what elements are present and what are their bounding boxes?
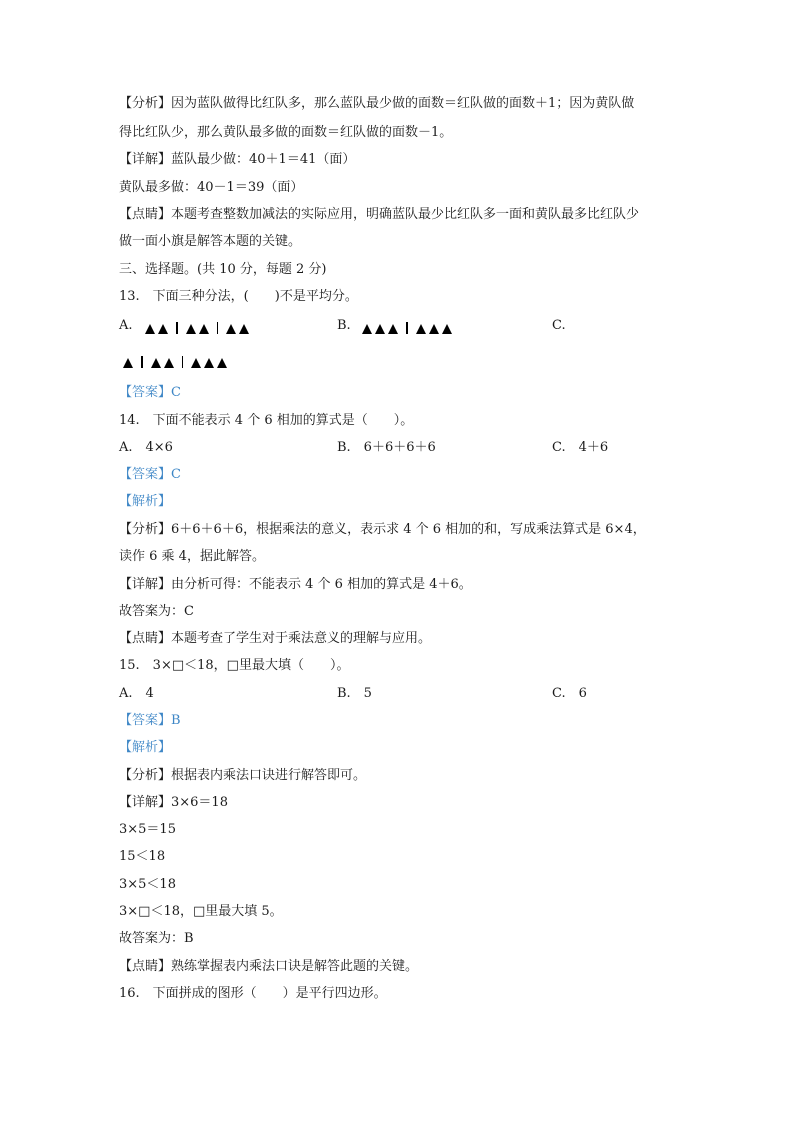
q14-option-c: C. 4＋6 [552,440,609,455]
q14-analysis-line: 【分析】6＋6＋6＋6，根据乘法的意义，表示求 4 个 6 相加的和，写成乘法算式是 6×4， [119,522,646,537]
q13-option-a-figure [145,322,249,334]
q15-option-b: B. 5 [337,686,372,701]
triangle-icon [151,358,161,368]
q14-option-a: A. 4×6 [119,440,173,455]
q15-analysis-line: 【点睛】熟练掌握表内乘法口诀是解答此题的关键。 [119,959,419,974]
q13-option-b-label: B. [337,318,351,333]
triangle-icon [362,324,372,334]
triangle-icon [164,358,174,368]
q13-option-b-figure [362,322,452,334]
triangle-icon [442,324,452,334]
triangle-icon [217,358,227,368]
q13-option-c-figure [123,356,227,368]
q15-option-c: C. 6 [552,686,587,701]
divider-bar [217,322,219,334]
q15-analysis-line: 15＜18 [119,849,166,864]
question-14-stem: 14. 下面不能表示 4 个 6 相加的算式是（ ）。 [119,413,414,428]
triangle-icon [416,324,426,334]
text-line: 【分析】因为蓝队做得比红队多，那么蓝队最少做的面数＝红队做的面数＋1；因为黄队做 [119,96,635,111]
q15-analysis-line: 【分析】根据表内乘法口诀进行解答即可。 [119,768,367,783]
q15-analysis-line: 3×□＜18，□里最大填 5。 [119,904,283,919]
q13-option-a-label: A. [119,318,133,333]
q15-analysis-head: 【解析】 [119,740,172,755]
divider-bar [141,356,143,368]
triangle-icon [191,358,201,368]
q15-analysis-line: 故答案为：B [119,931,194,946]
q13-option-c-label: C. [552,318,566,333]
q14-answer: 【答案】C [119,467,181,482]
text-line: 得比红队少，那么黄队最多做的面数＝红队做的面数－1。 [119,125,453,140]
q13-answer: 【答案】C [119,385,181,400]
triangle-icon [226,324,236,334]
triangle-icon [186,324,196,334]
text-line: 【点睛】本题考查整数加减法的实际应用，明确蓝队最少比红队多一面和黄队最多比红队少 [119,207,640,222]
q15-analysis-line: 【详解】3×6＝18 [119,795,228,810]
q14-analysis-line: 【详解】由分析可得：不能表示 4 个 6 相加的算式是 4＋6。 [119,577,472,592]
q14-analysis-head: 【解析】 [119,494,172,509]
triangle-icon [204,358,214,368]
text-line: 做一面小旗是解答本题的关键。 [119,234,302,249]
q14-option-b: B. 6＋6＋6＋6 [337,440,436,455]
divider-bar [406,322,408,334]
q15-option-a: A. 4 [119,686,154,701]
triangle-icon [429,324,439,334]
triangle-icon [145,324,155,334]
divider-bar [182,356,184,368]
triangle-icon [199,324,209,334]
triangle-icon [375,324,385,334]
question-13-stem: 13. 下面三种分法，( )不是平均分。 [119,289,358,304]
triangle-icon [158,324,168,334]
section-heading: 三、选择题。(共 10 分，每题 2 分) [119,262,327,277]
triangle-icon [239,324,249,334]
q15-analysis-line: 3×5＝15 [119,822,176,837]
q14-analysis-line: 【点睛】本题考查了学生对于乘法意义的理解与应用。 [119,631,432,646]
divider-bar [176,322,178,334]
question-16-stem: 16. 下面拼成的图形（ ）是平行四边形。 [119,986,387,1001]
text-line: 【详解】蓝队最少做：40＋1＝41（面） [119,152,356,167]
q14-analysis-line: 故答案为：C [119,604,194,619]
question-15-stem: 15. 3×□＜18，□里最大填（ ）。 [119,658,350,673]
triangle-icon [123,358,133,368]
q15-answer: 【答案】B [119,713,181,728]
text-line: 黄队最多做：40－1＝39（面） [119,180,304,195]
q14-analysis-line: 读作 6 乘 4，据此解答。 [119,549,265,564]
q15-analysis-line: 3×5＜18 [119,877,176,892]
triangle-icon [388,324,398,334]
